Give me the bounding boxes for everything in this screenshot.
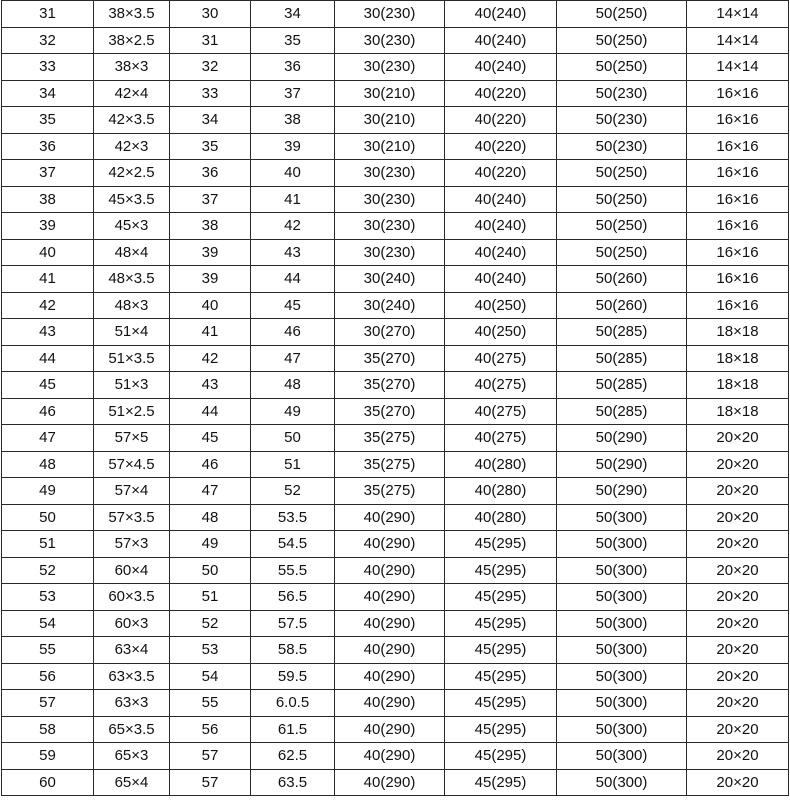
table-cell-square-size: 20×20 (687, 663, 789, 690)
table-cell-square-size: 16×16 (687, 133, 789, 160)
table-row (2, 319, 789, 346)
table-cell-col-3: 57 (170, 769, 251, 796)
table-row (2, 80, 789, 107)
table-cell-col-3: 32 (170, 54, 251, 81)
table-cell-col-6: 40(240) (445, 1, 557, 28)
table-cell-col-3: 31 (170, 27, 251, 54)
table-cell-square-size: 16×16 (687, 213, 789, 240)
table-cell-col-3: 35 (170, 133, 251, 160)
table-cell-col-4: 57.5 (251, 610, 335, 637)
table-cell-col-5: 40(290) (335, 637, 445, 664)
table-cell-col-5: 35(275) (335, 425, 445, 452)
table-cell-col-3: 44 (170, 398, 251, 425)
table-cell-col-7: 50(300) (557, 504, 687, 531)
table-cell-col-6: 40(280) (445, 451, 557, 478)
table-cell-row-number: 47 (2, 425, 94, 452)
table-cell-col-6: 40(240) (445, 239, 557, 266)
table-cell-col-4: 37 (251, 80, 335, 107)
table-cell-col-3: 49 (170, 531, 251, 558)
table-cell-col-6: 45(295) (445, 663, 557, 690)
table-cell-row-number: 48 (2, 451, 94, 478)
table-cell-square-size: 18×18 (687, 345, 789, 372)
table-cell-col-7: 50(290) (557, 478, 687, 505)
table-cell-col-7: 50(260) (557, 266, 687, 293)
table-cell-col-5: 40(290) (335, 716, 445, 743)
table-cell-row-number: 59 (2, 743, 94, 770)
table-cell-col-5: 30(230) (335, 239, 445, 266)
table-cell-col-4: 35 (251, 27, 335, 54)
table-cell-row-number: 58 (2, 716, 94, 743)
table-row (2, 584, 789, 611)
table-cell-col-4: 45 (251, 292, 335, 319)
table-cell-square-size: 20×20 (687, 690, 789, 717)
table-cell-col-6: 45(295) (445, 557, 557, 584)
table-cell-pipe-size: 57×5 (94, 425, 170, 452)
table-cell-col-7: 50(250) (557, 1, 687, 28)
table-cell-col-6: 40(220) (445, 160, 557, 187)
table-cell-col-3: 43 (170, 372, 251, 399)
table-cell-col-5: 30(230) (335, 213, 445, 240)
table-cell-row-number: 37 (2, 160, 94, 187)
table-cell-col-6: 45(295) (445, 610, 557, 637)
table-cell-col-5: 35(275) (335, 478, 445, 505)
table-cell-row-number: 45 (2, 372, 94, 399)
table-row (2, 292, 789, 319)
table-cell-square-size: 14×14 (687, 54, 789, 81)
table-cell-col-4: 49 (251, 398, 335, 425)
table-cell-col-3: 38 (170, 213, 251, 240)
table-cell-pipe-size: 65×4 (94, 769, 170, 796)
table-cell-pipe-size: 60×4 (94, 557, 170, 584)
table-cell-square-size: 20×20 (687, 637, 789, 664)
table-cell-col-3: 45 (170, 425, 251, 452)
table-cell-col-5: 35(270) (335, 372, 445, 399)
table-cell-col-4: 53.5 (251, 504, 335, 531)
table-cell-col-6: 40(275) (445, 398, 557, 425)
table-cell-col-7: 50(300) (557, 690, 687, 717)
table-cell-col-5: 35(275) (335, 451, 445, 478)
table-cell-col-6: 40(240) (445, 213, 557, 240)
table-cell-col-6: 40(275) (445, 372, 557, 399)
table-cell-col-3: 48 (170, 504, 251, 531)
table-cell-col-5: 30(270) (335, 319, 445, 346)
table-cell-col-7: 50(300) (557, 557, 687, 584)
table-cell-col-3: 56 (170, 716, 251, 743)
data-table (1, 0, 789, 796)
table-row (2, 451, 789, 478)
table-cell-col-4: 38 (251, 107, 335, 134)
table-cell-pipe-size: 38×3 (94, 54, 170, 81)
table-cell-col-6: 40(280) (445, 504, 557, 531)
table-row (2, 372, 789, 399)
table-cell-col-7: 50(230) (557, 80, 687, 107)
table-cell-col-3: 34 (170, 107, 251, 134)
table-cell-col-7: 50(285) (557, 319, 687, 346)
table-cell-row-number: 35 (2, 107, 94, 134)
table-cell-square-size: 20×20 (687, 531, 789, 558)
table-cell-col-5: 30(230) (335, 160, 445, 187)
table-cell-pipe-size: 38×3.5 (94, 1, 170, 28)
table-cell-square-size: 16×16 (687, 239, 789, 266)
table-cell-col-5: 40(290) (335, 690, 445, 717)
table-cell-row-number: 41 (2, 266, 94, 293)
table-cell-col-3: 42 (170, 345, 251, 372)
table-cell-pipe-size: 48×3.5 (94, 266, 170, 293)
table-cell-col-6: 40(220) (445, 107, 557, 134)
table-cell-row-number: 38 (2, 186, 94, 213)
table-cell-col-6: 40(250) (445, 319, 557, 346)
table-cell-pipe-size: 45×3 (94, 213, 170, 240)
table-cell-col-4: 43 (251, 239, 335, 266)
table-cell-col-7: 50(250) (557, 186, 687, 213)
table-cell-col-7: 50(300) (557, 610, 687, 637)
table-cell-col-3: 53 (170, 637, 251, 664)
table-cell-col-5: 40(290) (335, 610, 445, 637)
table-cell-col-3: 33 (170, 80, 251, 107)
table-cell-col-4: 48 (251, 372, 335, 399)
table-cell-pipe-size: 48×4 (94, 239, 170, 266)
table-cell-col-7: 50(290) (557, 425, 687, 452)
table-cell-col-5: 30(240) (335, 266, 445, 293)
table-cell-col-4: 61.5 (251, 716, 335, 743)
table-cell-col-7: 50(230) (557, 133, 687, 160)
table-row (2, 345, 789, 372)
table-cell-col-7: 50(250) (557, 213, 687, 240)
table-cell-row-number: 50 (2, 504, 94, 531)
table-cell-col-4: 58.5 (251, 637, 335, 664)
table-cell-row-number: 42 (2, 292, 94, 319)
table-cell-col-4: 59.5 (251, 663, 335, 690)
table-row (2, 531, 789, 558)
table-cell-pipe-size: 42×2.5 (94, 160, 170, 187)
table-cell-col-5: 30(210) (335, 80, 445, 107)
table-cell-pipe-size: 42×3 (94, 133, 170, 160)
table-cell-pipe-size: 57×3 (94, 531, 170, 558)
table-cell-col-6: 45(295) (445, 716, 557, 743)
table-cell-row-number: 34 (2, 80, 94, 107)
table-cell-pipe-size: 57×4 (94, 478, 170, 505)
table-cell-col-5: 40(290) (335, 769, 445, 796)
table-cell-row-number: 43 (2, 319, 94, 346)
table-body (2, 1, 789, 796)
table-cell-col-3: 54 (170, 663, 251, 690)
table-row (2, 107, 789, 134)
table-row (2, 266, 789, 293)
table-cell-col-3: 37 (170, 186, 251, 213)
table-cell-col-6: 40(250) (445, 292, 557, 319)
table-cell-pipe-size: 65×3.5 (94, 716, 170, 743)
table-row (2, 504, 789, 531)
table-cell-col-6: 40(275) (445, 425, 557, 452)
table-cell-row-number: 32 (2, 27, 94, 54)
table-cell-col-5: 30(230) (335, 186, 445, 213)
table-cell-row-number: 40 (2, 239, 94, 266)
table-row (2, 743, 789, 770)
table-cell-square-size: 18×18 (687, 372, 789, 399)
table-cell-col-5: 30(210) (335, 133, 445, 160)
table-cell-pipe-size: 48×3 (94, 292, 170, 319)
table-cell-row-number: 44 (2, 345, 94, 372)
table-cell-square-size: 20×20 (687, 610, 789, 637)
table-cell-row-number: 52 (2, 557, 94, 584)
table-cell-col-6: 40(280) (445, 478, 557, 505)
table-cell-col-3: 52 (170, 610, 251, 637)
table-cell-col-5: 40(290) (335, 743, 445, 770)
table-cell-col-7: 50(300) (557, 716, 687, 743)
table-cell-square-size: 16×16 (687, 80, 789, 107)
table-row (2, 425, 789, 452)
table-cell-col-3: 47 (170, 478, 251, 505)
table-cell-col-7: 50(300) (557, 743, 687, 770)
table-cell-square-size: 14×14 (687, 1, 789, 28)
table-cell-col-4: 6.0.5 (251, 690, 335, 717)
table-cell-col-6: 45(295) (445, 743, 557, 770)
table-cell-pipe-size: 38×2.5 (94, 27, 170, 54)
table-cell-col-6: 40(240) (445, 54, 557, 81)
table-cell-col-3: 51 (170, 584, 251, 611)
table-cell-col-5: 30(210) (335, 107, 445, 134)
table-cell-col-7: 50(250) (557, 27, 687, 54)
table-row (2, 610, 789, 637)
table-cell-row-number: 54 (2, 610, 94, 637)
table-cell-square-size: 18×18 (687, 319, 789, 346)
table-cell-square-size: 20×20 (687, 425, 789, 452)
table-cell-col-7: 50(300) (557, 663, 687, 690)
table-cell-square-size: 14×14 (687, 27, 789, 54)
table-cell-square-size: 16×16 (687, 160, 789, 187)
table-cell-col-6: 45(295) (445, 769, 557, 796)
table-cell-row-number: 55 (2, 637, 94, 664)
table-cell-pipe-size: 65×3 (94, 743, 170, 770)
table-cell-row-number: 36 (2, 133, 94, 160)
table-cell-col-7: 50(300) (557, 584, 687, 611)
table-cell-col-7: 50(250) (557, 160, 687, 187)
table-cell-col-6: 45(295) (445, 584, 557, 611)
table-cell-col-7: 50(300) (557, 769, 687, 796)
table-cell-pipe-size: 63×4 (94, 637, 170, 664)
table-cell-col-3: 39 (170, 239, 251, 266)
table-cell-col-4: 63.5 (251, 769, 335, 796)
table-row (2, 160, 789, 187)
table-cell-pipe-size: 42×4 (94, 80, 170, 107)
table-cell-col-5: 35(270) (335, 398, 445, 425)
table-cell-pipe-size: 51×2.5 (94, 398, 170, 425)
table-cell-col-7: 50(300) (557, 531, 687, 558)
table-cell-col-6: 40(220) (445, 80, 557, 107)
table-cell-row-number: 56 (2, 663, 94, 690)
table-cell-col-3: 46 (170, 451, 251, 478)
table-cell-pipe-size: 60×3.5 (94, 584, 170, 611)
table-cell-col-6: 40(275) (445, 345, 557, 372)
table-cell-col-3: 39 (170, 266, 251, 293)
table-cell-col-4: 41 (251, 186, 335, 213)
table-row (2, 478, 789, 505)
table-cell-col-5: 40(290) (335, 557, 445, 584)
table-cell-row-number: 57 (2, 690, 94, 717)
table-cell-col-5: 40(290) (335, 531, 445, 558)
table-cell-square-size: 16×16 (687, 107, 789, 134)
table-cell-col-6: 40(240) (445, 186, 557, 213)
table-row (2, 186, 789, 213)
table-cell-col-7: 50(260) (557, 292, 687, 319)
table-cell-col-7: 50(285) (557, 372, 687, 399)
table-cell-col-6: 40(240) (445, 266, 557, 293)
table-cell-pipe-size: 60×3 (94, 610, 170, 637)
table-cell-col-5: 30(230) (335, 27, 445, 54)
table-row (2, 239, 789, 266)
table-cell-col-7: 50(250) (557, 54, 687, 81)
table-cell-pipe-size: 63×3.5 (94, 663, 170, 690)
table-row (2, 769, 789, 796)
table-cell-col-4: 54.5 (251, 531, 335, 558)
table-row (2, 557, 789, 584)
table-cell-col-6: 45(295) (445, 531, 557, 558)
table-cell-pipe-size: 57×3.5 (94, 504, 170, 531)
table-cell-col-3: 36 (170, 160, 251, 187)
table-row (2, 663, 789, 690)
table-cell-row-number: 33 (2, 54, 94, 81)
table-row (2, 133, 789, 160)
table-cell-col-7: 50(230) (557, 107, 687, 134)
table-row (2, 637, 789, 664)
table-cell-col-5: 30(240) (335, 292, 445, 319)
table-cell-square-size: 20×20 (687, 716, 789, 743)
table-cell-col-7: 50(300) (557, 637, 687, 664)
table-row (2, 54, 789, 81)
table-cell-col-4: 36 (251, 54, 335, 81)
table-row (2, 690, 789, 717)
table-cell-pipe-size: 63×3 (94, 690, 170, 717)
table-row (2, 213, 789, 240)
table-cell-row-number: 49 (2, 478, 94, 505)
table-cell-pipe-size: 57×4.5 (94, 451, 170, 478)
table-cell-square-size: 16×16 (687, 266, 789, 293)
table-row (2, 1, 789, 28)
table-cell-col-4: 55.5 (251, 557, 335, 584)
table-cell-square-size: 20×20 (687, 478, 789, 505)
table-cell-col-3: 41 (170, 319, 251, 346)
table-cell-col-3: 40 (170, 292, 251, 319)
table-cell-row-number: 46 (2, 398, 94, 425)
table-cell-col-4: 52 (251, 478, 335, 505)
table-cell-row-number: 39 (2, 213, 94, 240)
table-cell-pipe-size: 42×3.5 (94, 107, 170, 134)
table-cell-col-7: 50(285) (557, 398, 687, 425)
table-cell-col-5: 30(230) (335, 1, 445, 28)
table-cell-square-size: 20×20 (687, 769, 789, 796)
table-cell-col-6: 45(295) (445, 637, 557, 664)
table-cell-row-number: 51 (2, 531, 94, 558)
table-cell-col-3: 57 (170, 743, 251, 770)
table-cell-col-6: 40(240) (445, 27, 557, 54)
table-cell-col-4: 44 (251, 266, 335, 293)
table-cell-row-number: 53 (2, 584, 94, 611)
table-cell-col-5: 40(290) (335, 504, 445, 531)
table-cell-pipe-size: 51×3 (94, 372, 170, 399)
table-cell-col-5: 40(290) (335, 663, 445, 690)
table-cell-square-size: 20×20 (687, 584, 789, 611)
table-cell-col-4: 51 (251, 451, 335, 478)
table-cell-col-6: 45(295) (445, 690, 557, 717)
table-cell-pipe-size: 45×3.5 (94, 186, 170, 213)
table-row (2, 398, 789, 425)
table-cell-col-3: 50 (170, 557, 251, 584)
table-cell-col-5: 30(230) (335, 54, 445, 81)
table-cell-col-4: 47 (251, 345, 335, 372)
table-cell-col-6: 40(220) (445, 133, 557, 160)
table-cell-col-4: 40 (251, 160, 335, 187)
table-cell-square-size: 20×20 (687, 504, 789, 531)
table-cell-square-size: 20×20 (687, 451, 789, 478)
table-cell-square-size: 20×20 (687, 743, 789, 770)
table-cell-square-size: 18×18 (687, 398, 789, 425)
table-cell-square-size: 16×16 (687, 292, 789, 319)
table-cell-col-7: 50(285) (557, 345, 687, 372)
table-cell-col-4: 56.5 (251, 584, 335, 611)
table-cell-col-4: 42 (251, 213, 335, 240)
table-cell-row-number: 31 (2, 1, 94, 28)
table-cell-col-4: 39 (251, 133, 335, 160)
table-cell-pipe-size: 51×3.5 (94, 345, 170, 372)
table-cell-col-4: 50 (251, 425, 335, 452)
table-cell-col-3: 55 (170, 690, 251, 717)
table-cell-square-size: 16×16 (687, 186, 789, 213)
table-cell-row-number: 60 (2, 769, 94, 796)
table-cell-col-3: 30 (170, 1, 251, 28)
table-cell-col-5: 40(290) (335, 584, 445, 611)
table-cell-pipe-size: 51×4 (94, 319, 170, 346)
table-cell-col-4: 34 (251, 1, 335, 28)
table-cell-col-4: 46 (251, 319, 335, 346)
table-row (2, 716, 789, 743)
table-cell-col-7: 50(290) (557, 451, 687, 478)
table-cell-col-4: 62.5 (251, 743, 335, 770)
table-cell-square-size: 20×20 (687, 557, 789, 584)
table-cell-col-5: 35(270) (335, 345, 445, 372)
table-row (2, 27, 789, 54)
table-cell-col-7: 50(250) (557, 239, 687, 266)
